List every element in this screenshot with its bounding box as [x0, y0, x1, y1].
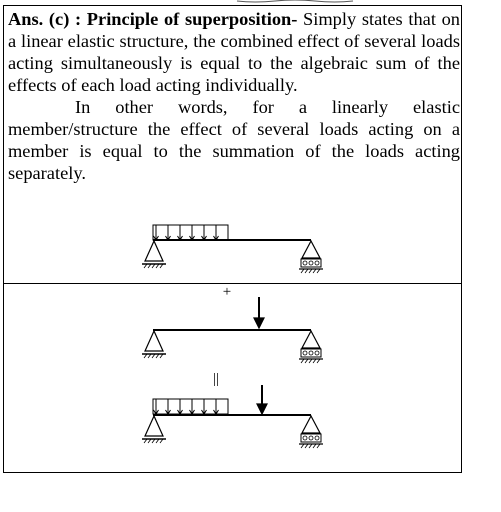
plus-symbol: +: [222, 284, 232, 300]
beam: [153, 329, 311, 331]
pin-support: [142, 241, 166, 268]
beam-udl-and-point-load: [142, 385, 323, 448]
beam-combined-loading: [142, 225, 323, 273]
roller-support: [299, 331, 323, 363]
pin-support: [142, 416, 166, 443]
point-load-arrow: [254, 297, 264, 328]
paragraph-2: In other words, for a linearly elastic member/structure the effect of several loads acting on a member is equal to the summation of the loads acting separately.: [8, 97, 460, 183]
paragraph-1-body: Simply states that on a linear elastic structure, the combined effect of several loads acting simultaneously is equal to the algebraic sum of the effects of each load acting individually.: [8, 9, 461, 95]
answer-label: Ans. (c) : Principle of superposition-: [8, 9, 298, 29]
beam: [153, 414, 311, 416]
udl-arrows: [154, 225, 219, 240]
beam: [153, 239, 311, 241]
equals-symbol: ||: [212, 371, 220, 387]
udl-arrows: [154, 399, 219, 414]
point-load-arrow: [257, 385, 267, 414]
roller-support: [299, 416, 323, 448]
roller-support: [299, 241, 323, 273]
beam-point-load: [142, 297, 323, 363]
pin-support: [142, 331, 166, 358]
